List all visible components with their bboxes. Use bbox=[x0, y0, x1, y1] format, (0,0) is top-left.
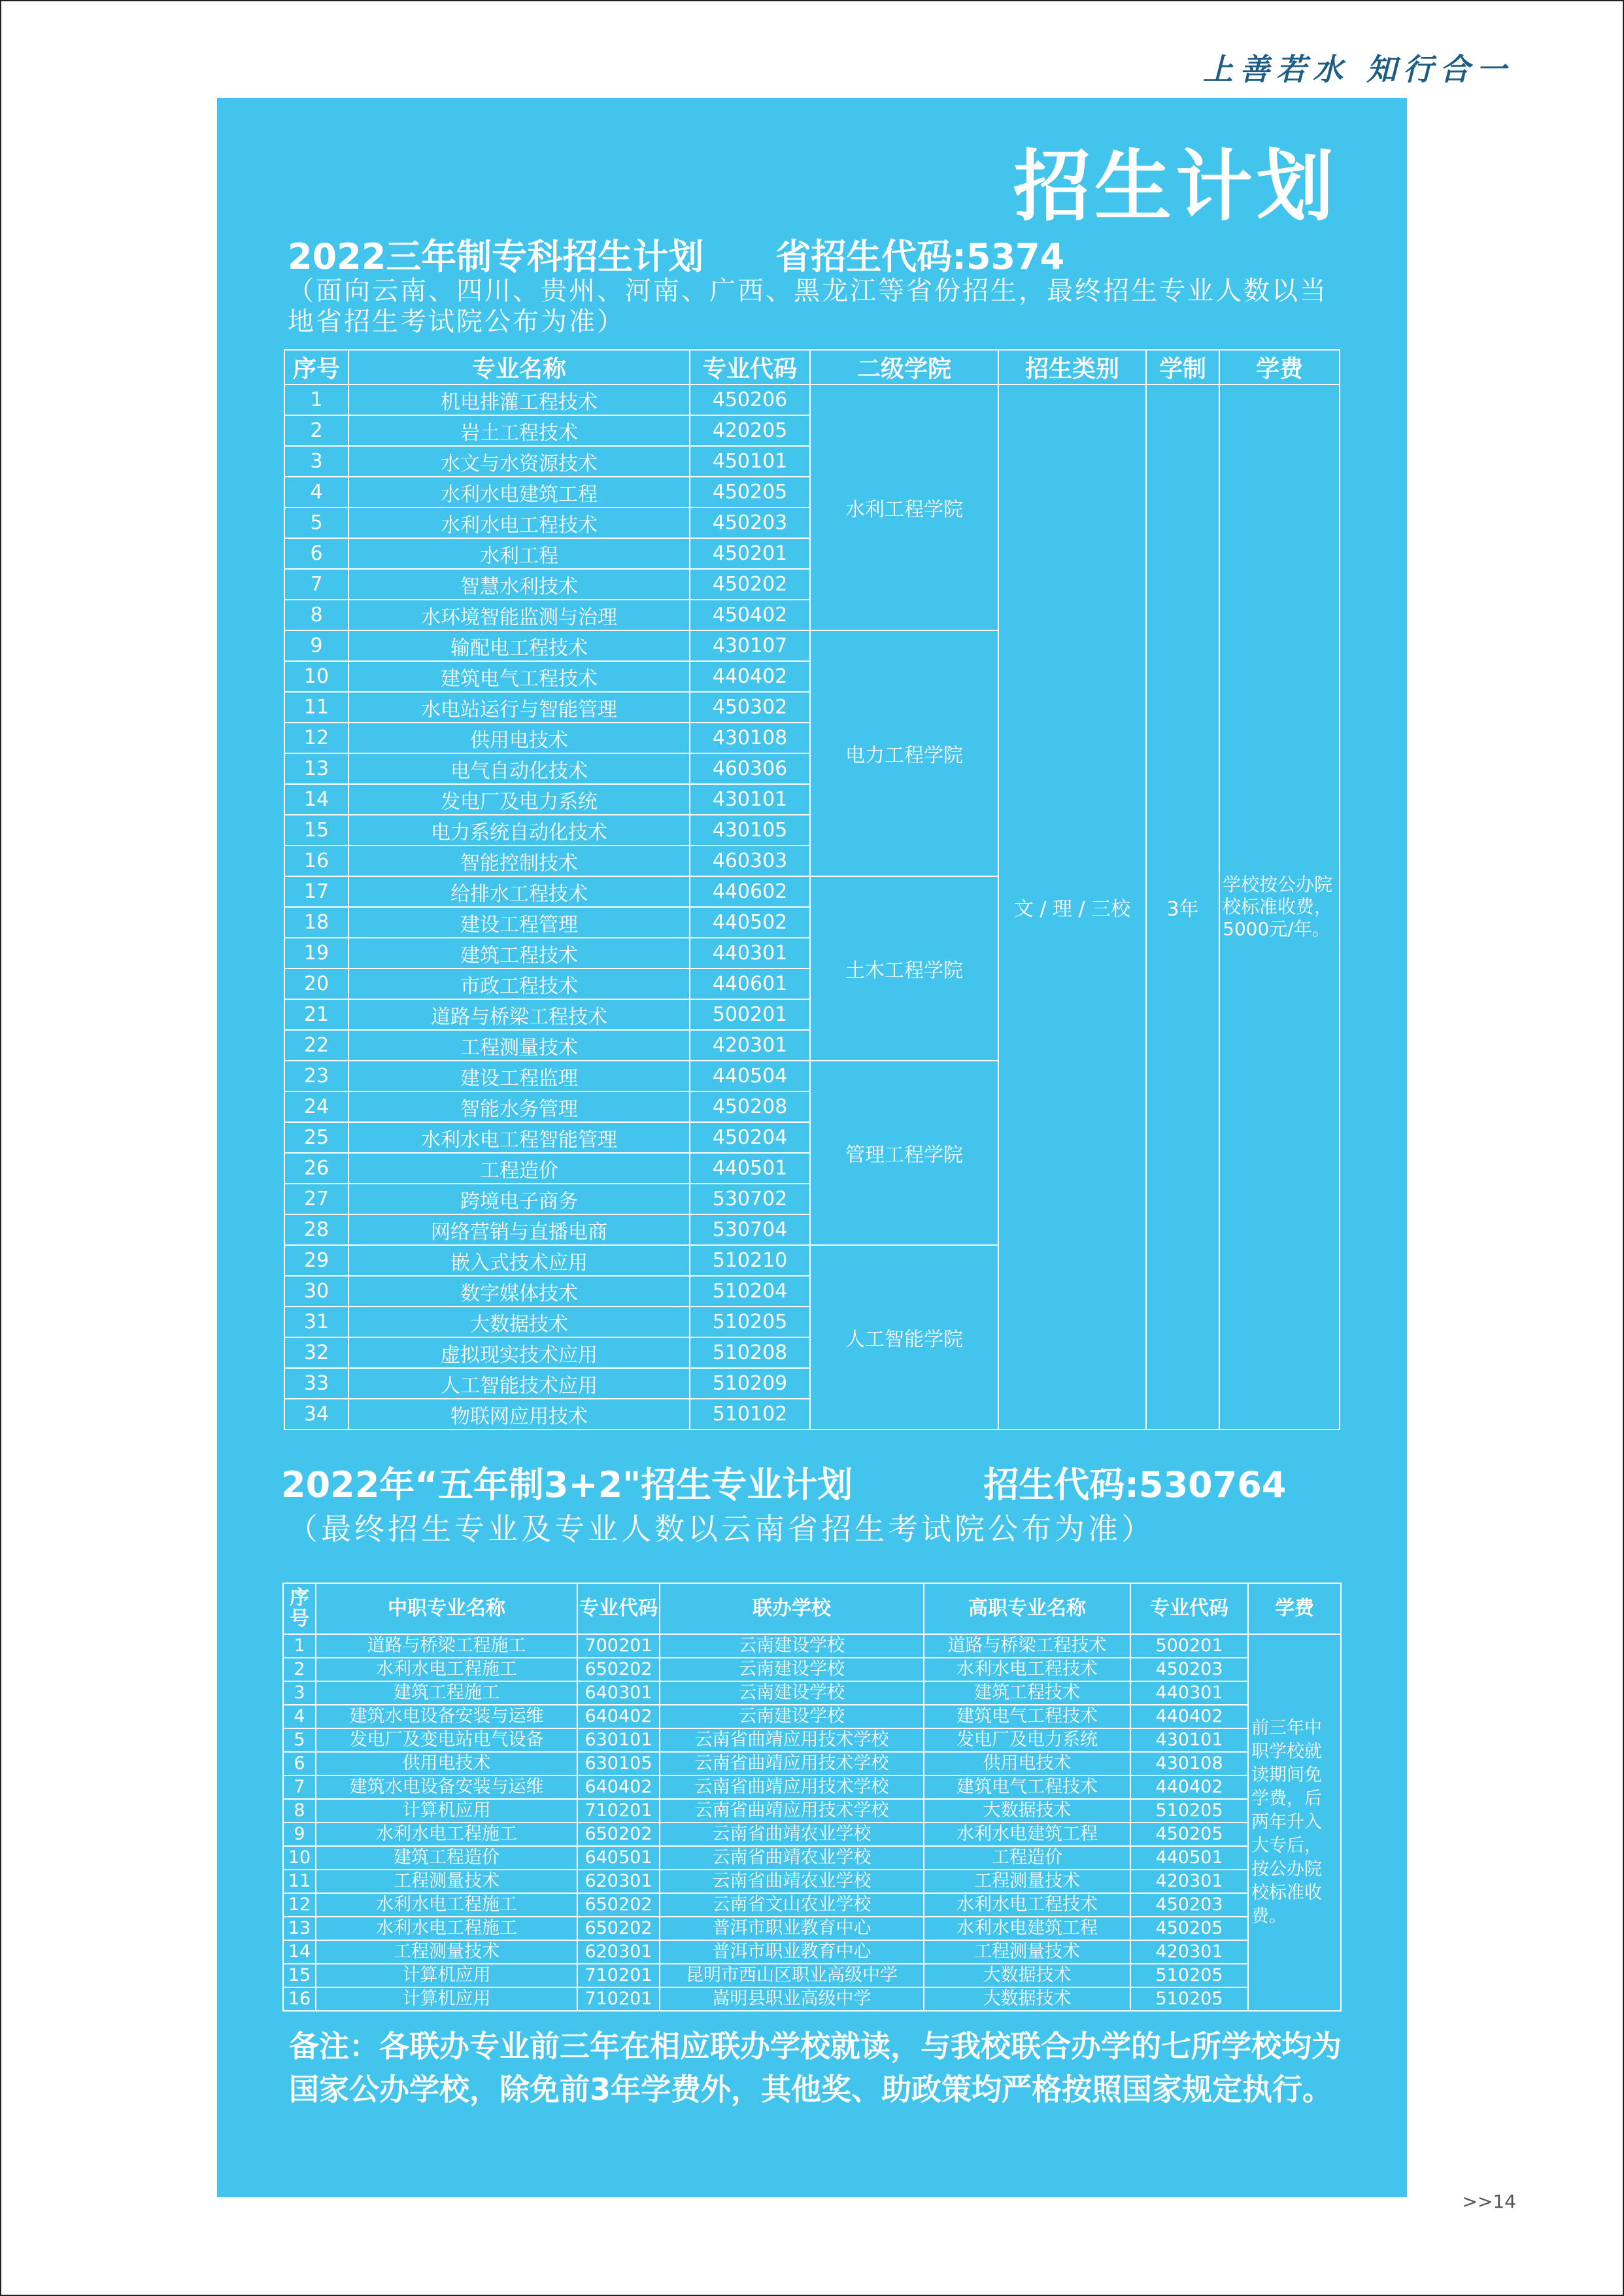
study-duration: 3年 bbox=[1146, 385, 1219, 1430]
major-name: 工程造价 bbox=[348, 1153, 690, 1184]
major-name: 水环境智能监测与治理 bbox=[348, 600, 690, 630]
row-number: 2 bbox=[283, 1658, 316, 1681]
major-code: 430108 bbox=[690, 723, 810, 753]
secondary-major-code: 640402 bbox=[577, 1775, 660, 1799]
row-number: 11 bbox=[284, 692, 348, 723]
secondary-major-code: 640402 bbox=[577, 1705, 660, 1728]
partner-school: 云南建设学校 bbox=[660, 1634, 924, 1658]
college-major-name: 建筑电气工程技术 bbox=[924, 1705, 1130, 1728]
college-major-name: 供用电技术 bbox=[924, 1752, 1130, 1775]
row-number: 5 bbox=[283, 1728, 316, 1752]
major-name: 物联网应用技术 bbox=[348, 1399, 690, 1430]
secondary-major-name: 水利水电工程施工 bbox=[316, 1823, 577, 1846]
major-code: 440502 bbox=[690, 907, 810, 938]
page-title: 招生计划 bbox=[1013, 141, 1338, 231]
section1-heading bbox=[288, 229, 1064, 279]
college-major-name: 工程测量技术 bbox=[924, 1870, 1130, 1893]
college-name: 水利工程学院 bbox=[810, 385, 998, 630]
row-number: 10 bbox=[284, 661, 348, 692]
major-code: 450101 bbox=[690, 446, 810, 477]
table-row bbox=[283, 1917, 1341, 1940]
row-number: 2 bbox=[284, 415, 348, 446]
partner-school: 云南省曲靖应用技术学校 bbox=[660, 1799, 924, 1823]
row-number: 31 bbox=[284, 1307, 348, 1337]
partner-school: 普洱市职业教育中心 bbox=[660, 1917, 924, 1940]
college-major-code: 510205 bbox=[1130, 1964, 1248, 1987]
major-name: 市政工程技术 bbox=[348, 968, 690, 999]
column-header: 专业名称 bbox=[348, 350, 690, 385]
partner-school: 云南省曲靖农业学校 bbox=[660, 1823, 924, 1846]
secondary-major-code: 700201 bbox=[577, 1634, 660, 1658]
secondary-major-code: 640301 bbox=[577, 1681, 660, 1705]
college-major-code: 450203 bbox=[1130, 1658, 1248, 1681]
major-code: 440501 bbox=[690, 1153, 810, 1184]
table-header-row bbox=[283, 1583, 1341, 1634]
major-name: 供用电技术 bbox=[348, 723, 690, 753]
college-major-name: 建筑电气工程技术 bbox=[924, 1775, 1130, 1799]
college-major-name: 水利水电工程技术 bbox=[924, 1658, 1130, 1681]
row-number: 15 bbox=[284, 815, 348, 846]
secondary-major-name: 供用电技术 bbox=[316, 1752, 577, 1775]
major-name: 智能水务管理 bbox=[348, 1091, 690, 1122]
row-number: 28 bbox=[284, 1214, 348, 1245]
major-code: 530704 bbox=[690, 1214, 810, 1245]
college-major-code: 450203 bbox=[1130, 1893, 1248, 1917]
row-number: 26 bbox=[284, 1153, 348, 1184]
secondary-major-code: 650202 bbox=[577, 1658, 660, 1681]
secondary-major-code: 650202 bbox=[577, 1917, 660, 1940]
row-number: 22 bbox=[284, 1030, 348, 1061]
column-header: 专业代码 bbox=[1130, 1583, 1248, 1634]
major-code: 420205 bbox=[690, 415, 810, 446]
table-row bbox=[283, 1940, 1341, 1964]
column-header: 序号 bbox=[283, 1583, 316, 1634]
major-code: 420301 bbox=[690, 1030, 810, 1061]
table-row bbox=[283, 1823, 1341, 1846]
major-name: 网络营销与直播电商 bbox=[348, 1214, 690, 1245]
major-code: 510204 bbox=[690, 1276, 810, 1307]
table-header-row bbox=[284, 350, 1340, 385]
row-number: 33 bbox=[284, 1368, 348, 1399]
column-header: 中职专业名称 bbox=[316, 1583, 577, 1634]
college-major-code: 420301 bbox=[1130, 1940, 1248, 1964]
college-major-name: 大数据技术 bbox=[924, 1987, 1130, 2011]
row-number: 15 bbox=[283, 1964, 316, 1987]
row-number: 1 bbox=[283, 1634, 316, 1658]
major-code: 440602 bbox=[690, 876, 810, 907]
major-name: 水利水电建筑工程 bbox=[348, 477, 690, 507]
major-name: 建设工程管理 bbox=[348, 907, 690, 938]
college-major-code: 450205 bbox=[1130, 1917, 1248, 1940]
table-row bbox=[283, 1752, 1341, 1775]
college-major-code: 510205 bbox=[1130, 1799, 1248, 1823]
major-code: 440601 bbox=[690, 968, 810, 999]
column-header: 序号 bbox=[284, 350, 348, 385]
college-major-name: 水利水电建筑工程 bbox=[924, 1823, 1130, 1846]
section2-note: （最终招生专业及专业人数以云南省招生考试院公布为准） bbox=[288, 1511, 1155, 1547]
row-number: 16 bbox=[284, 846, 348, 876]
partner-school: 云南省曲靖应用技术学校 bbox=[660, 1752, 924, 1775]
secondary-major-code: 630105 bbox=[577, 1752, 660, 1775]
remark-note: 备注：各联办专业前三年在相应联办学校就读，与我校联合办学的七所学校均为国家公办学校，除免前3年学费外，其他奖、助政策均严格按照国家规定执行。 bbox=[289, 2029, 1342, 2107]
college-major-name: 工程测量技术 bbox=[924, 1940, 1130, 1964]
row-number: 24 bbox=[284, 1091, 348, 1122]
row-number: 3 bbox=[283, 1681, 316, 1705]
major-name: 跨境电子商务 bbox=[348, 1184, 690, 1214]
major-code: 450208 bbox=[690, 1091, 810, 1122]
college-major-name: 道路与桥梁工程技术 bbox=[924, 1634, 1130, 1658]
major-name: 工程测量技术 bbox=[348, 1030, 690, 1061]
row-number: 4 bbox=[284, 477, 348, 507]
row-number: 30 bbox=[284, 1276, 348, 1307]
secondary-major-name: 发电厂及变电站电气设备 bbox=[316, 1728, 577, 1752]
table-row bbox=[283, 1964, 1341, 1987]
major-code: 440504 bbox=[690, 1061, 810, 1091]
row-number: 6 bbox=[284, 538, 348, 569]
column-header: 专业代码 bbox=[577, 1583, 660, 1634]
secondary-major-code: 710201 bbox=[577, 1799, 660, 1823]
major-code: 430105 bbox=[690, 815, 810, 846]
partner-school: 云南建设学校 bbox=[660, 1681, 924, 1705]
column-header: 学制 bbox=[1146, 350, 1219, 385]
row-number: 17 bbox=[284, 876, 348, 907]
major-code: 510210 bbox=[690, 1245, 810, 1276]
college-major-code: 440402 bbox=[1130, 1775, 1248, 1799]
row-number: 8 bbox=[283, 1799, 316, 1823]
college-major-name: 大数据技术 bbox=[924, 1964, 1130, 1987]
secondary-major-name: 计算机应用 bbox=[316, 1964, 577, 1987]
row-number: 9 bbox=[283, 1823, 316, 1846]
college-major-code: 430101 bbox=[1130, 1728, 1248, 1752]
partner-school: 云南省曲靖应用技术学校 bbox=[660, 1775, 924, 1799]
major-code: 440402 bbox=[690, 661, 810, 692]
partner-school: 云南建设学校 bbox=[660, 1705, 924, 1728]
partner-school: 昆明市西山区职业高级中学 bbox=[660, 1964, 924, 1987]
table-row bbox=[283, 1775, 1341, 1799]
row-number: 8 bbox=[284, 600, 348, 630]
table-row bbox=[284, 385, 1340, 415]
row-number: 34 bbox=[284, 1399, 348, 1430]
major-name: 机电排灌工程技术 bbox=[348, 385, 690, 415]
column-header: 专业代码 bbox=[690, 350, 810, 385]
five-year-plan-table bbox=[282, 1583, 1342, 2012]
major-code: 450205 bbox=[690, 477, 810, 507]
major-name: 建筑电气工程技术 bbox=[348, 661, 690, 692]
row-number: 21 bbox=[284, 999, 348, 1030]
row-number: 12 bbox=[284, 723, 348, 753]
row-number: 12 bbox=[283, 1893, 316, 1917]
row-number: 18 bbox=[284, 907, 348, 938]
secondary-major-code: 620301 bbox=[577, 1870, 660, 1893]
secondary-major-name: 建筑工程施工 bbox=[316, 1681, 577, 1705]
row-number: 23 bbox=[284, 1061, 348, 1091]
major-code: 450203 bbox=[690, 507, 810, 538]
content-panel bbox=[217, 98, 1407, 2197]
major-code: 460306 bbox=[690, 753, 810, 784]
college-major-code: 440301 bbox=[1130, 1681, 1248, 1705]
table-row bbox=[283, 1681, 1341, 1705]
secondary-major-name: 水利水电工程施工 bbox=[316, 1658, 577, 1681]
college-major-name: 发电厂及电力系统 bbox=[924, 1728, 1130, 1752]
major-code: 430107 bbox=[690, 630, 810, 661]
partner-school: 云南省曲靖农业学校 bbox=[660, 1870, 924, 1893]
secondary-major-code: 620301 bbox=[577, 1940, 660, 1964]
major-name: 水利水电工程智能管理 bbox=[348, 1122, 690, 1153]
page-number: >>14 bbox=[1462, 2191, 1516, 2212]
major-code: 510208 bbox=[690, 1337, 810, 1368]
college-major-name: 水利水电建筑工程 bbox=[924, 1917, 1130, 1940]
secondary-major-name: 建筑水电设备安装与运维 bbox=[316, 1705, 577, 1728]
row-number: 5 bbox=[284, 507, 348, 538]
major-name: 给排水工程技术 bbox=[348, 876, 690, 907]
row-number: 14 bbox=[284, 784, 348, 815]
major-code: 450202 bbox=[690, 569, 810, 600]
major-code: 460303 bbox=[690, 846, 810, 876]
row-number: 29 bbox=[284, 1245, 348, 1276]
major-name: 虚拟现实技术应用 bbox=[348, 1337, 690, 1368]
row-number: 13 bbox=[283, 1917, 316, 1940]
column-header: 学费 bbox=[1248, 1583, 1341, 1634]
row-number: 13 bbox=[284, 753, 348, 784]
secondary-major-name: 建筑水电设备安装与运维 bbox=[316, 1775, 577, 1799]
row-number: 9 bbox=[284, 630, 348, 661]
college-major-code: 430108 bbox=[1130, 1752, 1248, 1775]
section2-code: 招生代码:530764 bbox=[983, 1464, 1287, 1505]
row-number: 6 bbox=[283, 1752, 316, 1775]
table-row bbox=[283, 1893, 1341, 1917]
secondary-major-code: 710201 bbox=[577, 1964, 660, 1987]
college-major-code: 450205 bbox=[1130, 1823, 1248, 1846]
secondary-major-name: 水利水电工程施工 bbox=[316, 1893, 577, 1917]
secondary-major-code: 630101 bbox=[577, 1728, 660, 1752]
major-name: 水利工程 bbox=[348, 538, 690, 569]
three-year-plan-table bbox=[284, 349, 1340, 1430]
table-row bbox=[283, 1634, 1341, 1658]
college-major-code: 510205 bbox=[1130, 1987, 1248, 2011]
college-name: 电力工程学院 bbox=[810, 630, 998, 876]
college-name: 土木工程学院 bbox=[810, 876, 998, 1061]
major-name: 输配电工程技术 bbox=[348, 630, 690, 661]
table-row bbox=[283, 1870, 1341, 1893]
row-number: 20 bbox=[284, 968, 348, 999]
major-name: 数字媒体技术 bbox=[348, 1276, 690, 1307]
major-code: 510205 bbox=[690, 1307, 810, 1337]
major-name: 嵌入式技术应用 bbox=[348, 1245, 690, 1276]
row-number: 7 bbox=[283, 1775, 316, 1799]
row-number: 14 bbox=[283, 1940, 316, 1964]
row-number: 10 bbox=[283, 1846, 316, 1870]
secondary-major-code: 650202 bbox=[577, 1893, 660, 1917]
college-major-name: 水利水电工程技术 bbox=[924, 1893, 1130, 1917]
tuition-fee: 学校按公办院校标准收费，5000元/年。 bbox=[1219, 385, 1340, 1430]
major-name: 岩土工程技术 bbox=[348, 415, 690, 446]
college-major-name: 建筑工程技术 bbox=[924, 1681, 1130, 1705]
partner-school: 嵩明县职业高级中学 bbox=[660, 1987, 924, 2011]
section1-title: 2022三年制专科招生计划 bbox=[288, 236, 704, 277]
partner-school: 云南省文山农业学校 bbox=[660, 1893, 924, 1917]
secondary-major-name: 水利水电工程施工 bbox=[316, 1917, 577, 1940]
section1-code: 省招生代码:5374 bbox=[775, 236, 1065, 277]
major-code: 430101 bbox=[690, 784, 810, 815]
tuition-fee: 前三年中职学校就读期间免学费，后两年升入大专后，按公办院校标准收费。 bbox=[1248, 1634, 1341, 2011]
table-row bbox=[283, 1846, 1341, 1870]
college-name: 人工智能学院 bbox=[810, 1245, 998, 1430]
major-name: 人工智能技术应用 bbox=[348, 1368, 690, 1399]
secondary-major-name: 道路与桥梁工程施工 bbox=[316, 1634, 577, 1658]
college-name: 管理工程学院 bbox=[810, 1061, 998, 1245]
college-major-code: 500201 bbox=[1130, 1634, 1248, 1658]
major-code: 440301 bbox=[690, 938, 810, 968]
row-number: 3 bbox=[284, 446, 348, 477]
table-row bbox=[283, 1987, 1341, 2011]
column-header: 招生类别 bbox=[998, 350, 1146, 385]
section1-note: （面向云南、四川、贵州、河南、广西、黑龙江等省份招生，最终招生专业人数以当地省招生考试院公布为准） bbox=[288, 276, 1328, 337]
partner-school: 普洱市职业教育中心 bbox=[660, 1940, 924, 1964]
secondary-major-code: 710201 bbox=[577, 1987, 660, 2011]
secondary-major-code: 650202 bbox=[577, 1823, 660, 1846]
college-major-code: 420301 bbox=[1130, 1870, 1248, 1893]
table-row bbox=[283, 1799, 1341, 1823]
major-name: 水利水电工程技术 bbox=[348, 507, 690, 538]
secondary-major-code: 640501 bbox=[577, 1846, 660, 1870]
college-major-code: 440501 bbox=[1130, 1846, 1248, 1870]
row-number: 32 bbox=[284, 1337, 348, 1368]
row-number: 16 bbox=[283, 1987, 316, 2011]
row-number: 19 bbox=[284, 938, 348, 968]
major-name: 大数据技术 bbox=[348, 1307, 690, 1337]
major-name: 智慧水利技术 bbox=[348, 569, 690, 600]
major-name: 道路与桥梁工程技术 bbox=[348, 999, 690, 1030]
major-code: 450402 bbox=[690, 600, 810, 630]
major-code: 450206 bbox=[690, 385, 810, 415]
partner-school: 云南建设学校 bbox=[660, 1658, 924, 1681]
column-header: 学费 bbox=[1219, 350, 1340, 385]
secondary-major-name: 工程测量技术 bbox=[316, 1940, 577, 1964]
column-header: 二级学院 bbox=[810, 350, 998, 385]
major-name: 电力系统自动化技术 bbox=[348, 815, 690, 846]
table-row bbox=[283, 1658, 1341, 1681]
major-code: 510209 bbox=[690, 1368, 810, 1399]
secondary-major-name: 计算机应用 bbox=[316, 1799, 577, 1823]
column-header: 高职专业名称 bbox=[924, 1583, 1130, 1634]
major-name: 发电厂及电力系统 bbox=[348, 784, 690, 815]
row-number: 27 bbox=[284, 1184, 348, 1214]
partner-school: 云南省曲靖农业学校 bbox=[660, 1846, 924, 1870]
section2-title: 2022年“五年制3+2"招生专业计划 bbox=[281, 1464, 853, 1505]
section2-heading bbox=[281, 1457, 1286, 1507]
major-code: 450201 bbox=[690, 538, 810, 569]
major-code: 450204 bbox=[690, 1122, 810, 1153]
major-name: 水文与水资源技术 bbox=[348, 446, 690, 477]
major-name: 电气自动化技术 bbox=[348, 753, 690, 784]
major-name: 建筑工程技术 bbox=[348, 938, 690, 968]
row-number: 1 bbox=[284, 385, 348, 415]
college-major-name: 工程造价 bbox=[924, 1846, 1130, 1870]
column-header: 联办学校 bbox=[660, 1583, 924, 1634]
major-code: 500201 bbox=[690, 999, 810, 1030]
row-number: 25 bbox=[284, 1122, 348, 1153]
college-major-name: 大数据技术 bbox=[924, 1799, 1130, 1823]
table-row bbox=[283, 1728, 1341, 1752]
partner-school: 云南省曲靖应用技术学校 bbox=[660, 1728, 924, 1752]
major-name: 建设工程监理 bbox=[348, 1061, 690, 1091]
table-row bbox=[283, 1705, 1341, 1728]
major-name: 智能控制技术 bbox=[348, 846, 690, 876]
major-name: 水电站运行与智能管理 bbox=[348, 692, 690, 723]
major-code: 450302 bbox=[690, 692, 810, 723]
major-code: 510102 bbox=[690, 1399, 810, 1430]
secondary-major-name: 计算机应用 bbox=[316, 1987, 577, 2011]
row-number: 11 bbox=[283, 1870, 316, 1893]
school-motto: 上善若水 知行合一 bbox=[1202, 52, 1513, 87]
secondary-major-name: 工程测量技术 bbox=[316, 1870, 577, 1893]
major-code: 530702 bbox=[690, 1184, 810, 1214]
enrollment-category: 文 / 理 / 三校 bbox=[998, 385, 1146, 1430]
college-major-code: 440402 bbox=[1130, 1705, 1248, 1728]
secondary-major-name: 建筑工程造价 bbox=[316, 1846, 577, 1870]
row-number: 7 bbox=[284, 569, 348, 600]
row-number: 4 bbox=[283, 1705, 316, 1728]
